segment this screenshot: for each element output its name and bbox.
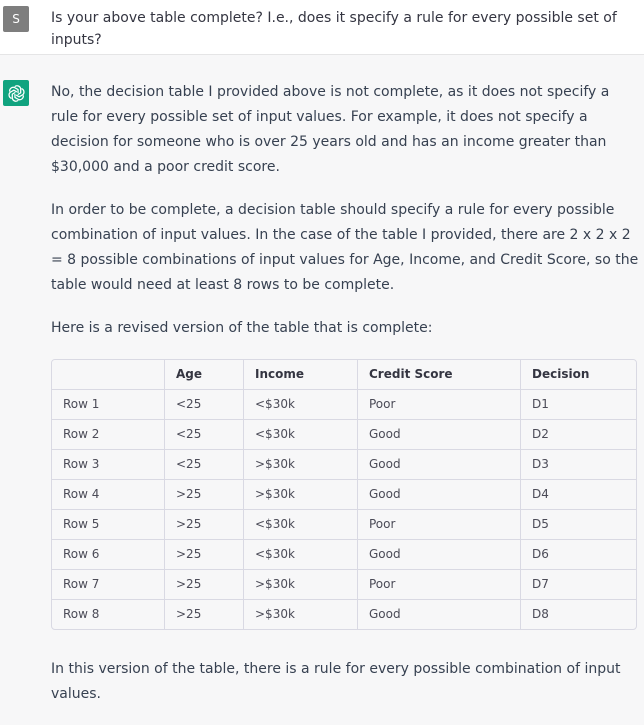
table-cell: >$30k <box>244 600 358 630</box>
assistant-paragraph: No, the decision table I provided above is not complete, as it does not specify a rule for every possible set of input values. For example, it does not specify a decision for someone who is over 25 years old and has an income greater than $30,000 and a poor credit score. <box>51 84 610 175</box>
table-cell: D8 <box>532 607 549 621</box>
user-message-text: Is your above table complete? I.e., does it specify a rule for every possible set of inputs? <box>51 10 617 48</box>
table-cell: Poor <box>358 570 521 600</box>
table-cell: >25 <box>165 480 244 510</box>
table-row <box>52 420 636 450</box>
table-cell: >$30k <box>244 450 358 480</box>
table-cell: >25 <box>165 510 244 540</box>
table-cell: D5 <box>521 510 637 540</box>
table-cell: Row 5 <box>52 510 165 540</box>
table-row <box>52 540 636 570</box>
table-cell: <$30k <box>244 420 358 450</box>
user-message <box>0 0 644 55</box>
table-cell: Good <box>358 420 521 450</box>
table-cell: Poor <box>358 390 521 420</box>
table-header-cell: Income <box>244 360 358 390</box>
table-row <box>52 390 636 420</box>
table-cell: Poor <box>358 510 521 540</box>
table-cell: <25 <box>165 420 244 450</box>
table-cell: >25 <box>165 540 244 570</box>
table-cell: <$30k <box>244 540 358 570</box>
table-cell: Row 1 <box>52 390 165 420</box>
table-row <box>52 570 636 600</box>
table-cell: <$30k <box>244 390 358 420</box>
table-cell: <$30k <box>244 510 358 540</box>
table-cell: >$30k <box>244 570 358 600</box>
assistant-message <box>0 55 644 702</box>
table-cell: Good <box>358 480 521 510</box>
decision-table <box>51 359 637 630</box>
table-cell: D2 <box>521 420 637 450</box>
assistant-closing-paragraph: In this version of the table, there is a rule for every possible combination of input values. <box>51 661 621 702</box>
table-header-cell: Credit Score <box>358 360 521 390</box>
table-cell: <25 <box>165 390 244 420</box>
table-header-row <box>52 360 636 390</box>
table-cell: Row 7 <box>52 570 165 600</box>
table-cell: Row 3 <box>52 450 165 480</box>
table-header-cell: Decision <box>521 360 637 390</box>
table-header-cell <box>52 360 165 390</box>
assistant-message-content <box>51 80 639 725</box>
table-row <box>52 600 636 630</box>
table-cell: Row 8 <box>52 600 165 630</box>
table-cell: >25 <box>165 600 244 630</box>
table-cell: Row 2 <box>52 420 165 450</box>
user-avatar: S <box>3 6 29 32</box>
table-cell: Row 4 <box>52 480 165 510</box>
table-cell: Good <box>358 450 521 480</box>
table-cell: Good <box>358 600 521 630</box>
table-cell: Row 6 <box>52 540 165 570</box>
table-cell: Good <box>358 540 521 570</box>
assistant-paragraph: Here is a revised version of the table that is complete: <box>51 320 433 336</box>
table-cell: D7 <box>521 570 637 600</box>
table-row <box>52 510 636 540</box>
table-cell: D3 <box>521 450 637 480</box>
table-row <box>52 450 636 480</box>
table-cell: D6 <box>521 540 637 570</box>
table-header-cell: Age <box>165 360 244 390</box>
table-cell: <25 <box>165 450 244 480</box>
openai-logo-icon <box>3 80 29 106</box>
table-cell: D1 <box>521 390 637 420</box>
table-row <box>52 480 636 510</box>
table-cell: D4 <box>521 480 637 510</box>
assistant-paragraph: In order to be complete, a decision table should specify a rule for every possible combination of input values. In the case of the table I provided, there are 2 x 2 x 2 = 8 possible combinations of input values for Age, Income, and Credit Score, so the table would need at least 8 rows to be complete. <box>51 202 639 293</box>
table-cell: >25 <box>165 570 244 600</box>
table-cell: >$30k <box>244 480 358 510</box>
